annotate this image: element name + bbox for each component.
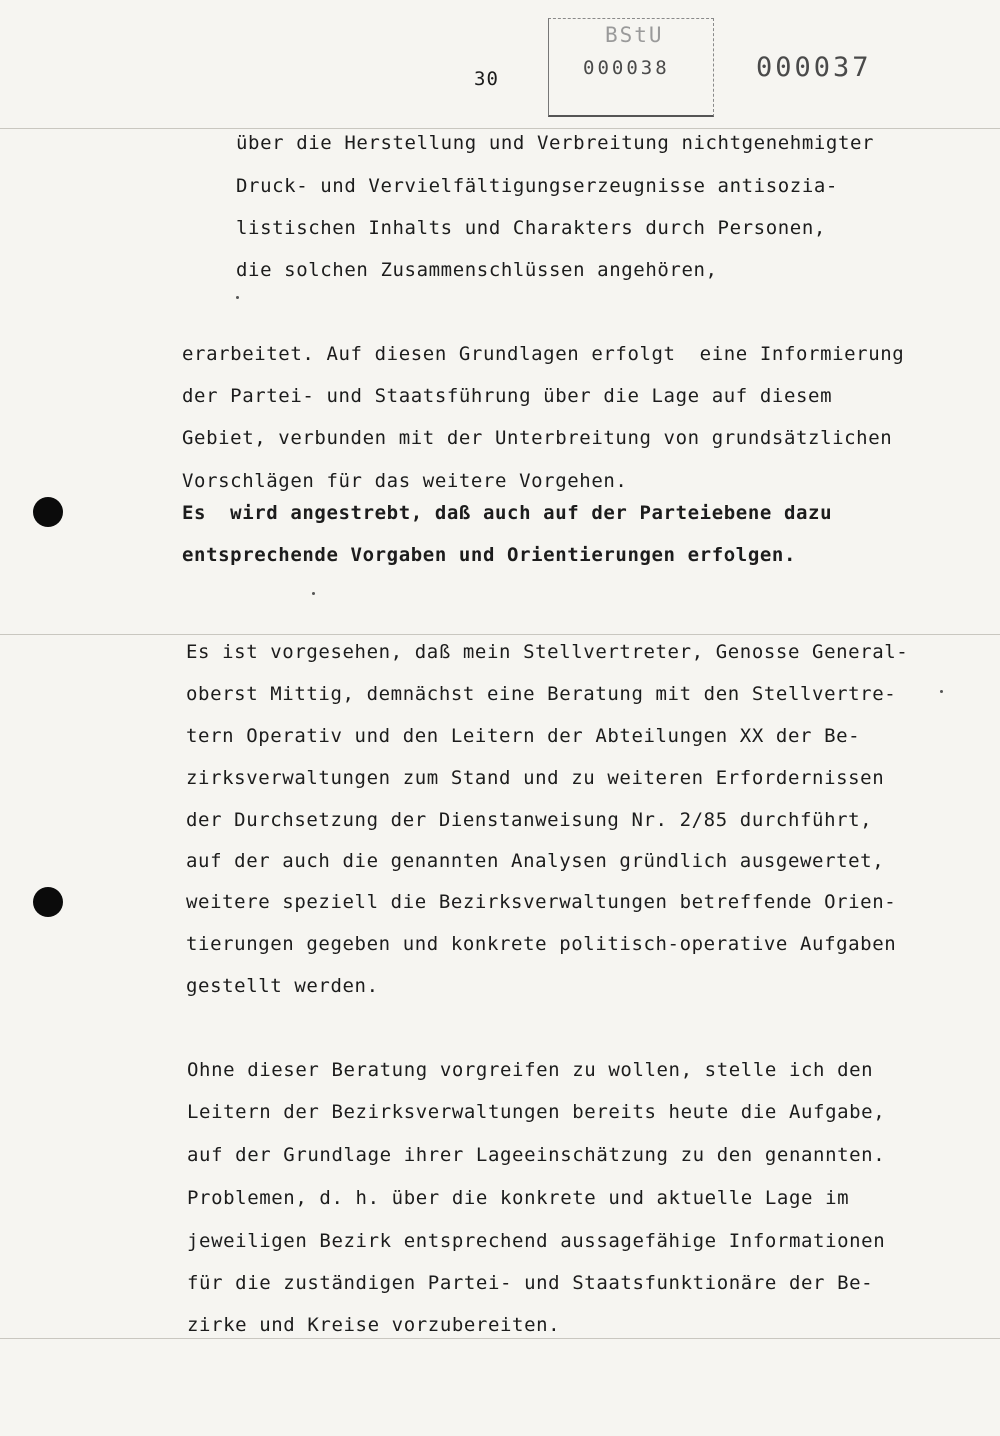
fold-line-middle bbox=[0, 634, 1000, 635]
page-number: 30 bbox=[474, 68, 499, 90]
archive-stamp bbox=[548, 18, 714, 117]
text-line: listischen Inhalts und Charakters durch Personen, bbox=[236, 217, 826, 239]
fold-line-bottom bbox=[0, 1338, 1000, 1339]
punch-hole-lower bbox=[33, 887, 63, 917]
text-line: jeweiligen Bezirk entsprechend aussagefähige Informationen bbox=[187, 1230, 886, 1252]
text-line: für die zuständigen Partei- und Staatsfunktionäre der Be- bbox=[187, 1272, 874, 1294]
text-line: Vorschlägen für das weitere Vorgehen. bbox=[182, 470, 628, 492]
archive-page-number: 000037 bbox=[756, 52, 872, 83]
text-line: die solchen Zusammenschlüssen angehören, bbox=[236, 259, 718, 281]
speck bbox=[236, 296, 239, 299]
text-line: Leitern der Bezirksverwaltungen bereits heute die Aufgabe, bbox=[187, 1101, 886, 1123]
text-line: oberst Mittig, demnächst eine Beratung mit den Stellvertre- bbox=[186, 683, 897, 705]
text-line: entsprechende Vorgaben und Orientierungen erfolgen. bbox=[182, 544, 796, 566]
text-line: auf der Grundlage ihrer Lageeinschätzung zu den genannten. bbox=[187, 1144, 886, 1166]
punch-hole-upper bbox=[33, 497, 63, 527]
text-line: zirke und Kreise vorzubereiten. bbox=[187, 1314, 561, 1336]
text-line: gestellt werden. bbox=[186, 975, 379, 997]
text-line: Problemen, d. h. über die konkrete und aktuelle Lage im bbox=[187, 1187, 850, 1209]
text-line: weitere speziell die Bezirksverwaltungen betreffende Orien- bbox=[186, 891, 897, 913]
stamp-agency: BStU bbox=[605, 23, 664, 47]
text-line: tern Operativ und den Leitern der Abteilungen XX der Be- bbox=[186, 725, 861, 747]
text-line: über die Herstellung und Verbreitung nichtgenehmigter bbox=[236, 132, 875, 154]
text-line: Druck- und Vervielfältigungserzeugnisse antisozia- bbox=[236, 175, 838, 197]
text-line: Gebiet, verbunden mit der Unterbreitung von grundsätzlichen bbox=[182, 427, 893, 449]
speck bbox=[940, 690, 943, 693]
text-line: auf der auch die genannten Analysen gründlich ausgewertet, bbox=[186, 850, 885, 872]
speck bbox=[312, 592, 315, 595]
text-line: zirksverwaltungen zum Stand und zu weiteren Erfordernissen bbox=[186, 767, 885, 789]
text-line: Es wird angestrebt, daß auch auf der Parteiebene dazu bbox=[182, 502, 833, 524]
text-line: Ohne dieser Beratung vorgreifen zu wollen, stelle ich den bbox=[187, 1059, 874, 1081]
text-line: der Partei- und Staatsführung über die Lage auf diesem bbox=[182, 385, 833, 407]
text-line: tierungen gegeben und konkrete politisch-operative Aufgaben bbox=[186, 933, 897, 955]
text-line: erarbeitet. Auf diesen Grundlagen erfolgt eine Informierung bbox=[182, 343, 905, 365]
text-line: der Durchsetzung der Dienstanweisung Nr. 2/85 durchführt, bbox=[186, 809, 873, 831]
fold-line-top bbox=[0, 128, 1000, 129]
stamp-number: 000038 bbox=[583, 57, 670, 79]
text-line: Es ist vorgesehen, daß mein Stellvertreter, Genosse General- bbox=[186, 641, 909, 663]
